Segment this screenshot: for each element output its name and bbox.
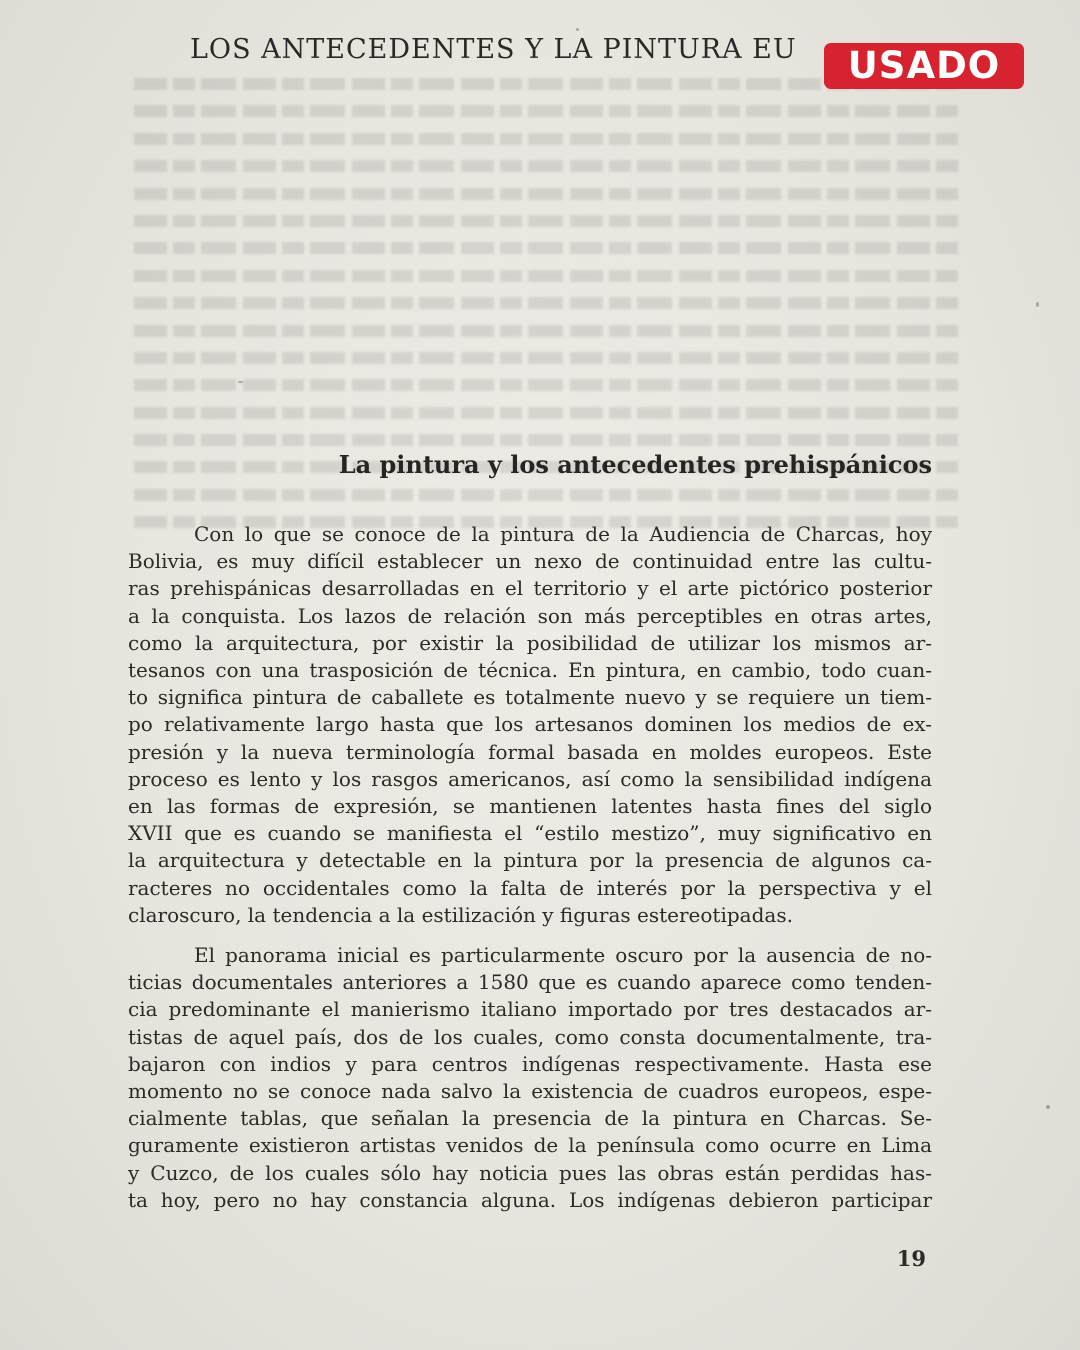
text-line: y Cuzco, de los cuales sólo hay noticia pues las obras están perdidas has- (128, 1160, 932, 1185)
paper-speck (1036, 302, 1039, 307)
text-line: cialmente tablas, que señalan la presencia de la pintura en Charcas. Se- (128, 1106, 932, 1131)
text-line: en las formas de expresión, se mantienen latentes hasta fines del siglo (128, 794, 932, 819)
body-text (128, 521, 932, 1214)
text-line: ticias documentales anteriores a 1580 que es cuando aparece como tenden- (128, 970, 932, 995)
text-line: XVII que es cuando se manifiesta el “estilo mestizo”, muy significativo en (128, 821, 932, 846)
text-line: Bolivia, es muy difícil establecer un nexo de continuidad entre las cultu- (128, 549, 932, 574)
text-line: como la arquitectura, por existir la posibilidad de utilizar los mismos ar- (128, 630, 932, 655)
paper-speck (1046, 1105, 1050, 1109)
paragraph-1 (128, 521, 932, 929)
text-line: presión y la nueva terminología formal basada en moldes europeos. Este (128, 739, 932, 764)
text-line: ta hoy, pero no hay constancia alguna. Los indígenas debieron participar (128, 1187, 932, 1212)
text-line: Con lo que se conoce de la pintura de la Audiencia de Charcas, hoy (194, 522, 932, 546)
text-line: la arquitectura y detectable en la pintura por la presencia de algunos ca- (128, 848, 932, 873)
text-line: to significa pintura de caballete es totalmente nuevo y se requiere un tiem- (128, 685, 932, 710)
text-line: El panorama inicial es particularmente oscuro por la ausencia de no- (194, 943, 932, 968)
text-line: racteres no occidentales como la falta de interés por la perspectiva y el (128, 875, 932, 900)
text-line: a la conquista. Los lazos de relación son más perceptibles en otras artes, (128, 603, 932, 628)
text-line: claroscuro, la tendencia a la estilización y figuras estereotipadas. (128, 902, 793, 927)
section-title: La pintura y los antecedentes prehispánicos (338, 450, 932, 479)
text-line: tesanos con una trasposición de técnica. En pintura, en cambio, todo cuan- (128, 658, 932, 683)
text-line: tistas de aquel país, dos de los cuales, como consta documentalmente, tra- (128, 1024, 932, 1049)
paragraph-2 (128, 942, 932, 1214)
text-line: po relativamente largo hasta que los artesanos dominen los medios de ex- (128, 712, 932, 737)
text-line: guramente existieron artistas venidos de la península como ocurre en Lima (128, 1133, 932, 1158)
text-line: proceso es lento y los rasgos americanos, así como la sensibilidad indígena (128, 766, 932, 791)
text-line: cia predominante el manierismo italiano importado por tres destacados ar- (128, 997, 932, 1022)
used-condition-badge: USADO (824, 43, 1024, 89)
running-head: LOS ANTECEDENTES Y LA PINTURA EU (190, 34, 797, 65)
paper-speck (576, 28, 579, 31)
text-line: momento no se conoce nada salvo la existencia de cuadros europeos, espe- (128, 1079, 932, 1104)
paper-speck (238, 381, 243, 383)
text-line: bajaron con indios y para centros indígenas respectivamente. Hasta ese (128, 1051, 932, 1076)
text-line: ras prehispánicas desarrolladas en el territorio y el arte pictórico posterior (128, 576, 932, 601)
page-number: 19 (896, 1246, 926, 1271)
